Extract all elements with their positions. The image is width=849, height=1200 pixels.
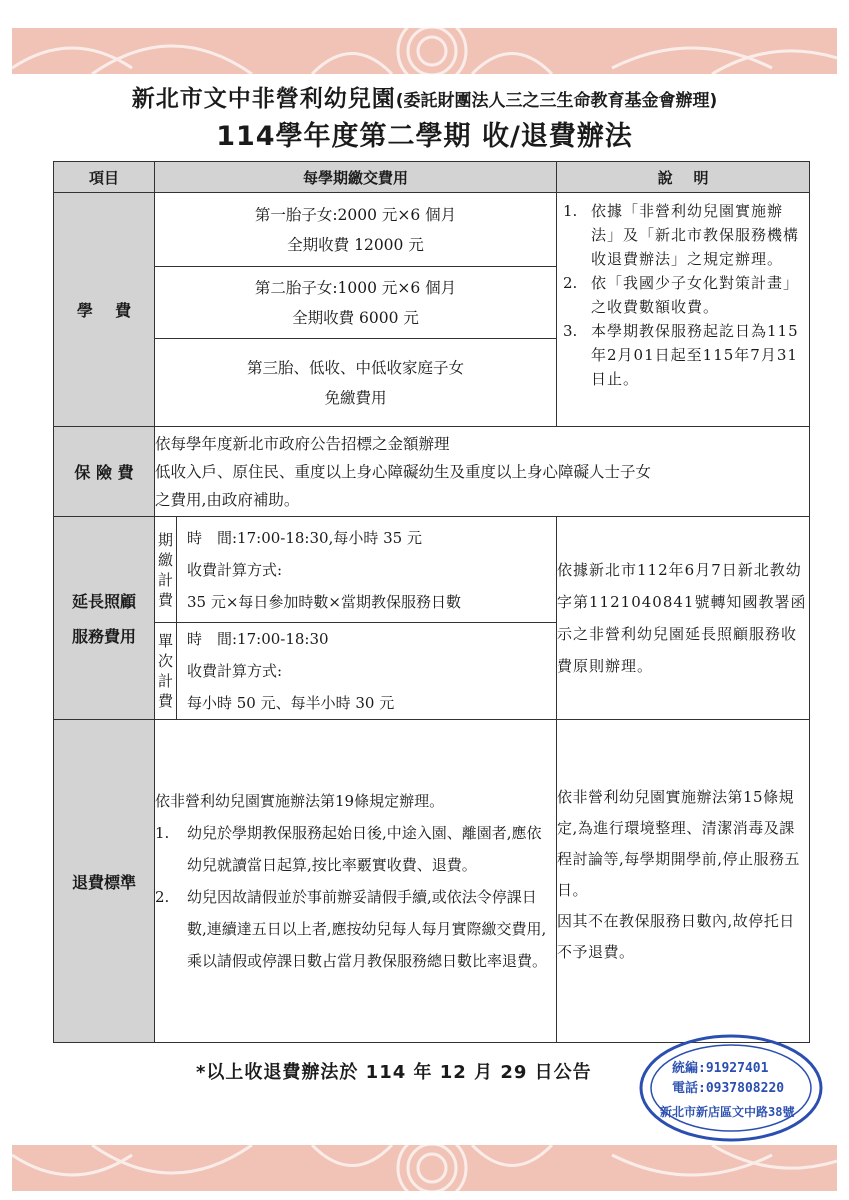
- stamp-phone: 電話:0937808220: [672, 1081, 785, 1096]
- list-item: 2. 依「我國少子女化對策計畫」之收費數額收費。: [563, 274, 800, 316]
- insurance-label: 保 險 費: [54, 427, 155, 517]
- fee-line: 全期收費 6000 元: [292, 308, 419, 327]
- extended-label-line: 服務費用: [71, 627, 136, 646]
- insurance-line: 依每學年度新北市政府公告招標之金額辦理: [155, 434, 450, 453]
- stamp-tax-id: 統編:91927401: [672, 1061, 769, 1076]
- header-fee: 每學期繳交費用: [155, 162, 557, 193]
- extended-label-line: 延長照顧: [71, 592, 136, 611]
- operator-note: (委託財團法人三之三生命教育基金會辦理): [395, 91, 718, 111]
- tuition-label: 學 費: [54, 193, 155, 427]
- tuition-fee-third: [155, 339, 557, 427]
- fee-line: 免繳費用: [324, 388, 387, 407]
- single-formula: 每小時 50 元、每半小時 30 元: [187, 694, 395, 712]
- fee-line: 第二胎子女:1000 元×6 個月: [254, 278, 457, 297]
- announcement-footer: *以上收退費辦法於 114 年 12 月 29 日公告: [196, 1062, 592, 1083]
- periodic-time: 時 間:17:00-18:30,每小時 35 元: [187, 528, 422, 547]
- single-time: 時 間:17:00-18:30: [187, 630, 329, 648]
- periodic-formula: 35 元×每日參加時數×當期教保服務日數: [187, 592, 461, 611]
- extended-label: [54, 517, 155, 720]
- tuition-row-1: [54, 193, 810, 267]
- list-item: 3. 本學期教保服務起訖日為115年2月01日起至115年7月31日止。: [563, 322, 799, 388]
- periodic-method: 收費計算方式:: [187, 560, 283, 579]
- refund-label: 退費標準: [54, 720, 155, 1043]
- top-decorative-band: [12, 28, 837, 74]
- header-note: 說 明: [557, 162, 810, 193]
- single-method: 收費計算方式:: [187, 662, 283, 680]
- insurance-line: 之費用,由政府補助。: [155, 490, 300, 509]
- list-item: 1. 幼兒於學期教保服務起始日後,中途入園、離園者,應依幼兒就讀當日起算,按比率覈實收費、退費。: [155, 824, 542, 874]
- kindergarten-name: 新北市文中非營利幼兒園: [131, 86, 396, 112]
- extended-row-periodic: [54, 517, 810, 623]
- tuition-fee-first: [155, 193, 557, 267]
- extended-note: 依據新北市112年6月7日新北教幼字第1121040841號轉知國教署函示之非營利幼兒園延長照顧服務收費原則辦理。: [557, 517, 810, 720]
- periodic-detail: [177, 517, 557, 623]
- fee-line: 全期收費 12000 元: [287, 235, 424, 254]
- insurance-line: 低收入戶、原住民、重度以上身心障礙幼生及重度以上身心障礙人士子女: [155, 462, 652, 481]
- list-item: 2. 幼兒因故請假並於事前辦妥請假手續,或依法令停課日數,連續達五日以上者,應按幼兒每人每月實際繳交費用,乘以請假或停課日數占當月教保服務總日數比率退費。: [155, 888, 548, 970]
- page-subtitle: 114學年度第二學期 收/退費辦法: [216, 121, 633, 152]
- periodic-label: 期 繳 計 費: [155, 517, 177, 623]
- page-title: [0, 80, 849, 113]
- refund-intro: 依非營利幼兒園實施辦法第19條規定辦理。: [155, 792, 445, 810]
- swirl-pattern-icon: [12, 28, 837, 74]
- header-item: 項目: [54, 162, 155, 193]
- list-item: 1. 依據「非營利幼兒園實施辦法」及「新北市教保服務機構收退費辦法」之規定辦理。: [563, 202, 800, 268]
- single-detail: [177, 623, 557, 720]
- stamp-address: 新北市新店區文中路38號: [660, 1105, 795, 1119]
- insurance-text: [155, 427, 810, 517]
- single-label: 單 次 計 費: [155, 623, 177, 720]
- table-header-row: [54, 162, 810, 193]
- fee-line: 第三胎、低收、中低收家庭子女: [247, 358, 465, 377]
- fee-line: 第一胎子女:2000 元×6 個月: [254, 205, 457, 224]
- insurance-row: [54, 427, 810, 517]
- refund-rules: [155, 720, 557, 1043]
- refund-note: 因其不在教保服務日數內,故停托日不予退費。: [557, 912, 795, 961]
- tuition-notes: [557, 193, 810, 427]
- tuition-fee-second: [155, 267, 557, 339]
- bottom-decorative-band: [12, 1145, 837, 1191]
- refund-row: [54, 720, 810, 1043]
- swirl-pattern-icon: [12, 1145, 837, 1191]
- refund-note: 依非營利幼兒園實施辦法第15條規定,為進行環境整理、清潔消毒及課程討論等,每學期開學前,停止服務五日。: [557, 788, 801, 899]
- fee-table: [53, 161, 810, 1043]
- refund-notes: [557, 720, 810, 1043]
